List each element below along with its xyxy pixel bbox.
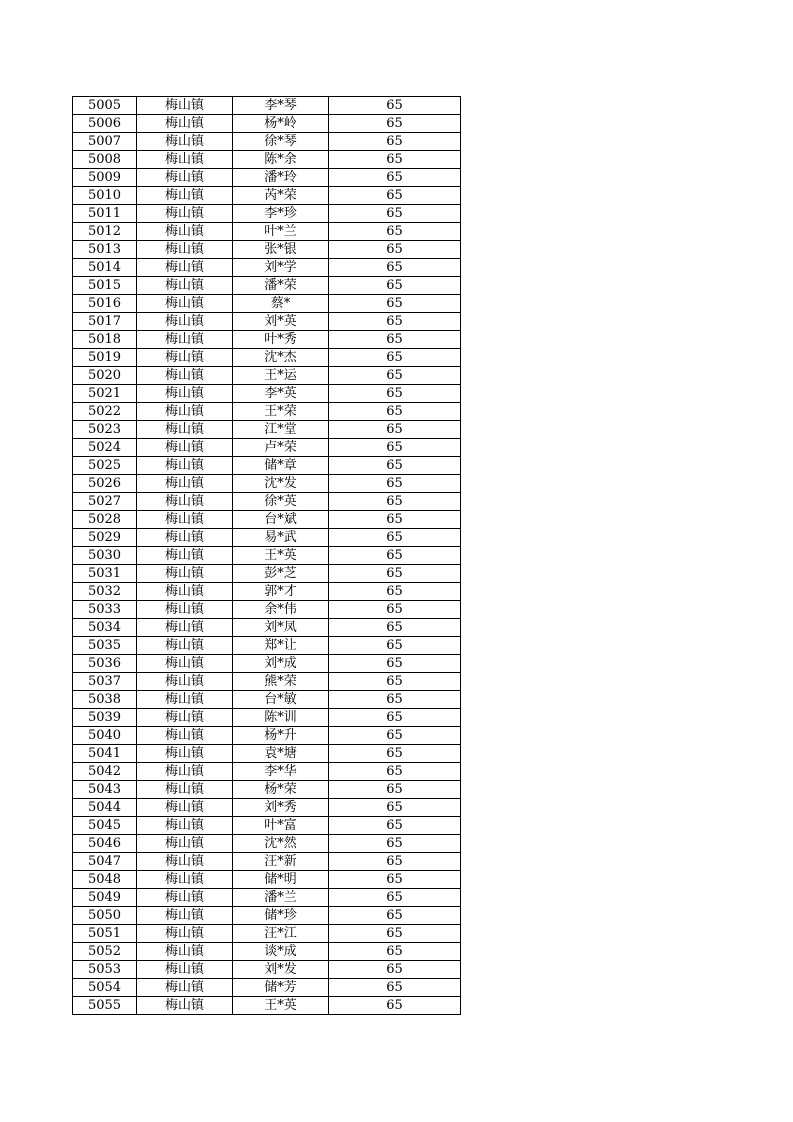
town-cell: 梅山镇 <box>137 583 233 601</box>
id-cell: 5025 <box>73 457 137 475</box>
name-cell: 储*明 <box>233 871 329 889</box>
id-cell: 5048 <box>73 871 137 889</box>
amount-cell: 65 <box>329 619 461 637</box>
id-cell: 5022 <box>73 403 137 421</box>
town-cell: 梅山镇 <box>137 979 233 997</box>
town-cell: 梅山镇 <box>137 853 233 871</box>
town-cell: 梅山镇 <box>137 961 233 979</box>
town-cell: 梅山镇 <box>137 925 233 943</box>
table-row <box>73 655 461 673</box>
town-cell: 梅山镇 <box>137 601 233 619</box>
table-row <box>73 907 461 925</box>
town-cell: 梅山镇 <box>137 943 233 961</box>
amount-cell: 65 <box>329 943 461 961</box>
table-row <box>73 97 461 115</box>
name-cell: 易*武 <box>233 529 329 547</box>
table-row <box>73 493 461 511</box>
amount-cell: 65 <box>329 853 461 871</box>
table-row <box>73 853 461 871</box>
name-cell: 沈*发 <box>233 475 329 493</box>
table-row <box>73 925 461 943</box>
name-cell: 袁*塘 <box>233 745 329 763</box>
id-cell: 5013 <box>73 241 137 259</box>
id-cell: 5011 <box>73 205 137 223</box>
id-cell: 5018 <box>73 331 137 349</box>
amount-cell: 65 <box>329 115 461 133</box>
amount-cell: 65 <box>329 547 461 565</box>
amount-cell: 65 <box>329 313 461 331</box>
id-cell: 5035 <box>73 637 137 655</box>
table-row <box>73 313 461 331</box>
town-cell: 梅山镇 <box>137 781 233 799</box>
table-row <box>73 673 461 691</box>
amount-cell: 65 <box>329 385 461 403</box>
amount-cell: 65 <box>329 601 461 619</box>
id-cell: 5032 <box>73 583 137 601</box>
table-row <box>73 691 461 709</box>
table-row <box>73 529 461 547</box>
amount-cell: 65 <box>329 421 461 439</box>
town-cell: 梅山镇 <box>137 313 233 331</box>
table-row <box>73 475 461 493</box>
amount-cell: 65 <box>329 817 461 835</box>
amount-cell: 65 <box>329 457 461 475</box>
town-cell: 梅山镇 <box>137 565 233 583</box>
table-row <box>73 169 461 187</box>
name-cell: 王*英 <box>233 997 329 1015</box>
name-cell: 李*珍 <box>233 205 329 223</box>
id-cell: 5021 <box>73 385 137 403</box>
town-cell: 梅山镇 <box>137 223 233 241</box>
amount-cell: 65 <box>329 277 461 295</box>
town-cell: 梅山镇 <box>137 889 233 907</box>
id-cell: 5033 <box>73 601 137 619</box>
amount-cell: 65 <box>329 493 461 511</box>
table-row <box>73 763 461 781</box>
town-cell: 梅山镇 <box>137 619 233 637</box>
amount-cell: 65 <box>329 997 461 1015</box>
town-cell: 梅山镇 <box>137 205 233 223</box>
id-cell: 5010 <box>73 187 137 205</box>
id-cell: 5031 <box>73 565 137 583</box>
table-row <box>73 745 461 763</box>
table-row <box>73 349 461 367</box>
table-row <box>73 133 461 151</box>
id-cell: 5037 <box>73 673 137 691</box>
table-row <box>73 943 461 961</box>
id-cell: 5034 <box>73 619 137 637</box>
data-table <box>72 96 461 1015</box>
amount-cell: 65 <box>329 565 461 583</box>
amount-cell: 65 <box>329 979 461 997</box>
id-cell: 5055 <box>73 997 137 1015</box>
table-row <box>73 619 461 637</box>
amount-cell: 65 <box>329 439 461 457</box>
table-row <box>73 601 461 619</box>
amount-cell: 65 <box>329 475 461 493</box>
name-cell: 叶*兰 <box>233 223 329 241</box>
table-row <box>73 367 461 385</box>
id-cell: 5029 <box>73 529 137 547</box>
amount-cell: 65 <box>329 835 461 853</box>
id-cell: 5020 <box>73 367 137 385</box>
table-row <box>73 259 461 277</box>
table-row <box>73 457 461 475</box>
town-cell: 梅山镇 <box>137 817 233 835</box>
id-cell: 5041 <box>73 745 137 763</box>
town-cell: 梅山镇 <box>137 655 233 673</box>
amount-cell: 65 <box>329 205 461 223</box>
table-row <box>73 781 461 799</box>
id-cell: 5026 <box>73 475 137 493</box>
amount-cell: 65 <box>329 187 461 205</box>
name-cell: 卢*荣 <box>233 439 329 457</box>
name-cell: 刘*英 <box>233 313 329 331</box>
id-cell: 5027 <box>73 493 137 511</box>
table-row <box>73 277 461 295</box>
id-cell: 5047 <box>73 853 137 871</box>
name-cell: 台*斌 <box>233 511 329 529</box>
id-cell: 5006 <box>73 115 137 133</box>
id-cell: 5039 <box>73 709 137 727</box>
town-cell: 梅山镇 <box>137 691 233 709</box>
id-cell: 5015 <box>73 277 137 295</box>
id-cell: 5053 <box>73 961 137 979</box>
table-row <box>73 187 461 205</box>
id-cell: 5030 <box>73 547 137 565</box>
amount-cell: 65 <box>329 799 461 817</box>
town-cell: 梅山镇 <box>137 835 233 853</box>
table-row <box>73 151 461 169</box>
id-cell: 5042 <box>73 763 137 781</box>
amount-cell: 65 <box>329 511 461 529</box>
amount-cell: 65 <box>329 97 461 115</box>
name-cell: 杨*升 <box>233 727 329 745</box>
name-cell: 李*华 <box>233 763 329 781</box>
id-cell: 5052 <box>73 943 137 961</box>
id-cell: 5009 <box>73 169 137 187</box>
table-row <box>73 295 461 313</box>
name-cell: 王*荣 <box>233 403 329 421</box>
name-cell: 王*英 <box>233 547 329 565</box>
id-cell: 5050 <box>73 907 137 925</box>
town-cell: 梅山镇 <box>137 187 233 205</box>
table-row <box>73 817 461 835</box>
town-cell: 梅山镇 <box>137 421 233 439</box>
town-cell: 梅山镇 <box>137 385 233 403</box>
table-row <box>73 871 461 889</box>
amount-cell: 65 <box>329 961 461 979</box>
id-cell: 5043 <box>73 781 137 799</box>
amount-cell: 65 <box>329 133 461 151</box>
amount-cell: 65 <box>329 781 461 799</box>
amount-cell: 65 <box>329 331 461 349</box>
town-cell: 梅山镇 <box>137 493 233 511</box>
amount-cell: 65 <box>329 925 461 943</box>
town-cell: 梅山镇 <box>137 511 233 529</box>
name-cell: 刘*秀 <box>233 799 329 817</box>
amount-cell: 65 <box>329 583 461 601</box>
amount-cell: 65 <box>329 403 461 421</box>
town-cell: 梅山镇 <box>137 151 233 169</box>
town-cell: 梅山镇 <box>137 331 233 349</box>
table-row <box>73 997 461 1015</box>
name-cell: 汪*江 <box>233 925 329 943</box>
table-row <box>73 439 461 457</box>
amount-cell: 65 <box>329 349 461 367</box>
id-cell: 5045 <box>73 817 137 835</box>
town-cell: 梅山镇 <box>137 241 233 259</box>
id-cell: 5046 <box>73 835 137 853</box>
table-row <box>73 637 461 655</box>
town-cell: 梅山镇 <box>137 637 233 655</box>
name-cell: 刘*学 <box>233 259 329 277</box>
id-cell: 5038 <box>73 691 137 709</box>
id-cell: 5028 <box>73 511 137 529</box>
town-cell: 梅山镇 <box>137 475 233 493</box>
table-row <box>73 709 461 727</box>
name-cell: 沈*杰 <box>233 349 329 367</box>
amount-cell: 65 <box>329 907 461 925</box>
id-cell: 5012 <box>73 223 137 241</box>
name-cell: 刘*成 <box>233 655 329 673</box>
id-cell: 5019 <box>73 349 137 367</box>
town-cell: 梅山镇 <box>137 907 233 925</box>
name-cell: 王*运 <box>233 367 329 385</box>
table-row <box>73 205 461 223</box>
name-cell: 杨*岭 <box>233 115 329 133</box>
amount-cell: 65 <box>329 637 461 655</box>
name-cell: 杨*荣 <box>233 781 329 799</box>
name-cell: 蔡* <box>233 295 329 313</box>
id-cell: 5008 <box>73 151 137 169</box>
name-cell: 徐*英 <box>233 493 329 511</box>
name-cell: 郑*让 <box>233 637 329 655</box>
table-row <box>73 115 461 133</box>
id-cell: 5044 <box>73 799 137 817</box>
name-cell: 沈*然 <box>233 835 329 853</box>
town-cell: 梅山镇 <box>137 727 233 745</box>
amount-cell: 65 <box>329 295 461 313</box>
name-cell: 李*琴 <box>233 97 329 115</box>
name-cell: 彭*芝 <box>233 565 329 583</box>
name-cell: 台*敏 <box>233 691 329 709</box>
id-cell: 5023 <box>73 421 137 439</box>
town-cell: 梅山镇 <box>137 115 233 133</box>
town-cell: 梅山镇 <box>137 259 233 277</box>
amount-cell: 65 <box>329 655 461 673</box>
town-cell: 梅山镇 <box>137 295 233 313</box>
town-cell: 梅山镇 <box>137 529 233 547</box>
amount-cell: 65 <box>329 889 461 907</box>
amount-cell: 65 <box>329 223 461 241</box>
name-cell: 芮*荣 <box>233 187 329 205</box>
amount-cell: 65 <box>329 151 461 169</box>
id-cell: 5017 <box>73 313 137 331</box>
table-row <box>73 835 461 853</box>
town-cell: 梅山镇 <box>137 277 233 295</box>
table-row <box>73 727 461 745</box>
town-cell: 梅山镇 <box>137 133 233 151</box>
town-cell: 梅山镇 <box>137 709 233 727</box>
town-cell: 梅山镇 <box>137 439 233 457</box>
town-cell: 梅山镇 <box>137 763 233 781</box>
name-cell: 陈*训 <box>233 709 329 727</box>
town-cell: 梅山镇 <box>137 97 233 115</box>
id-cell: 5016 <box>73 295 137 313</box>
id-cell: 5007 <box>73 133 137 151</box>
name-cell: 汪*新 <box>233 853 329 871</box>
amount-cell: 65 <box>329 763 461 781</box>
table-row <box>73 241 461 259</box>
id-cell: 5005 <box>73 97 137 115</box>
town-cell: 梅山镇 <box>137 547 233 565</box>
town-cell: 梅山镇 <box>137 349 233 367</box>
name-cell: 潘*荣 <box>233 277 329 295</box>
table-row <box>73 547 461 565</box>
table-row <box>73 331 461 349</box>
table-row <box>73 979 461 997</box>
name-cell: 潘*兰 <box>233 889 329 907</box>
table-row <box>73 511 461 529</box>
table-row <box>73 583 461 601</box>
table-row <box>73 889 461 907</box>
town-cell: 梅山镇 <box>137 997 233 1015</box>
town-cell: 梅山镇 <box>137 367 233 385</box>
amount-cell: 65 <box>329 745 461 763</box>
id-cell: 5024 <box>73 439 137 457</box>
name-cell: 李*英 <box>233 385 329 403</box>
amount-cell: 65 <box>329 529 461 547</box>
town-cell: 梅山镇 <box>137 169 233 187</box>
table-row <box>73 961 461 979</box>
name-cell: 叶*秀 <box>233 331 329 349</box>
town-cell: 梅山镇 <box>137 673 233 691</box>
id-cell: 5049 <box>73 889 137 907</box>
name-cell: 江*堂 <box>233 421 329 439</box>
table-row <box>73 565 461 583</box>
name-cell: 刘*凤 <box>233 619 329 637</box>
name-cell: 储*芳 <box>233 979 329 997</box>
name-cell: 储*章 <box>233 457 329 475</box>
table-row <box>73 223 461 241</box>
amount-cell: 65 <box>329 709 461 727</box>
amount-cell: 65 <box>329 367 461 385</box>
name-cell: 熊*荣 <box>233 673 329 691</box>
name-cell: 储*珍 <box>233 907 329 925</box>
town-cell: 梅山镇 <box>137 745 233 763</box>
town-cell: 梅山镇 <box>137 799 233 817</box>
amount-cell: 65 <box>329 871 461 889</box>
name-cell: 叶*富 <box>233 817 329 835</box>
table-row <box>73 421 461 439</box>
name-cell: 徐*琴 <box>233 133 329 151</box>
table-row <box>73 403 461 421</box>
name-cell: 刘*发 <box>233 961 329 979</box>
id-cell: 5054 <box>73 979 137 997</box>
amount-cell: 65 <box>329 727 461 745</box>
amount-cell: 65 <box>329 673 461 691</box>
amount-cell: 65 <box>329 169 461 187</box>
table-body <box>73 97 461 1015</box>
town-cell: 梅山镇 <box>137 457 233 475</box>
id-cell: 5014 <box>73 259 137 277</box>
name-cell: 谈*成 <box>233 943 329 961</box>
table-row <box>73 799 461 817</box>
name-cell: 郭*才 <box>233 583 329 601</box>
name-cell: 张*银 <box>233 241 329 259</box>
amount-cell: 65 <box>329 691 461 709</box>
name-cell: 陈*余 <box>233 151 329 169</box>
id-cell: 5051 <box>73 925 137 943</box>
id-cell: 5036 <box>73 655 137 673</box>
amount-cell: 65 <box>329 241 461 259</box>
name-cell: 余*伟 <box>233 601 329 619</box>
amount-cell: 65 <box>329 259 461 277</box>
table-row <box>73 385 461 403</box>
name-cell: 潘*玲 <box>233 169 329 187</box>
town-cell: 梅山镇 <box>137 871 233 889</box>
town-cell: 梅山镇 <box>137 403 233 421</box>
id-cell: 5040 <box>73 727 137 745</box>
